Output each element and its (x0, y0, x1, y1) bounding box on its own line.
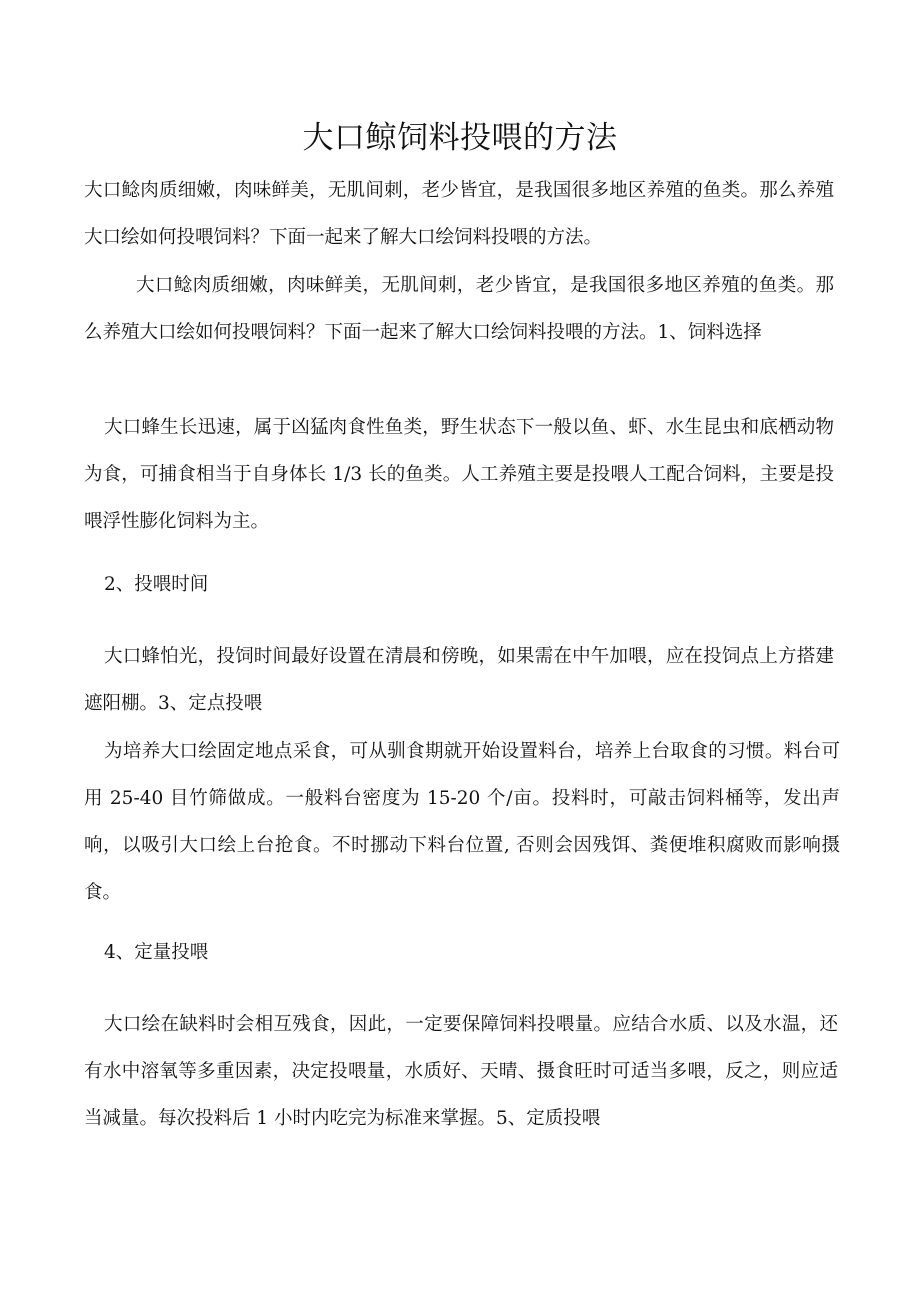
document-title: 大口鲸饲料投喂的方法 (302, 120, 618, 156)
section-heading-feeding-time: 2、投喂时间 (104, 574, 209, 595)
paragraph-feeding-time: 大口蜂怕光，投饲时间最好设置在清晨和傍晚，如果需在中午加喂，应在投饲点上方搭建遮阳棚。3、定点投喂 (84, 646, 834, 714)
paragraph-quantity-feeding: 大口绘在缺料时会相互残食，因此，一定要保障饲料投喂量。应结合水质、以及水温，还有水中溶氧等多重因素，决定投喂量，水质好、天晴、摄食旺时可适当多喂，反之，则应适当减量。每次投料后 1 小时内吃完为标准来掌握。5、定质投喂 (84, 1014, 838, 1129)
paragraph-fixed-point-feeding: 为培养大口绘固定地点采食，可从驯食期就开始设置料台，培养上台取食的习惯。料台可用 25-40 目竹筛做成。一般料台密度为 15-20 个/亩。投料时，可敲击饲料桶等，发出声响，以吸引大口绘上台抢食。不时挪动下料台位置, 否则会因残饵、粪便堆积腐败而影响摄食。 (84, 741, 840, 903)
section-heading-quantity-feeding: 4、定量投喂 (104, 942, 209, 963)
paragraph-intro-repeat: 大口鲶肉质细嫩，肉味鲜美，无肌间刺，老少皆宜，是我国很多地区养殖的鱼类。那么养殖大口绘如何投喂饲料？下面一起来了解大口绘饲料投喂的方法。1、饲料选择 (84, 275, 834, 343)
paragraph-feed-selection: 大口蜂生长迅速，属于凶猛肉食性鱼类，野生状态下一般以鱼、虾、水生昆虫和底栖动物为食，可捕食相当于自身体长 1/3 长的鱼类。人工养殖主要是投喂人工配合饲料，主要是投喂浮性膨化饲料为主。 (84, 417, 834, 532)
paragraph-intro: 大口鲶肉质细嫩，肉味鲜美，无肌间刺，老少皆宜，是我国很多地区养殖的鱼类。那么养殖大口绘如何投喂饲料？下面一起来了解大口绘饲料投喂的方法。 (84, 180, 834, 248)
